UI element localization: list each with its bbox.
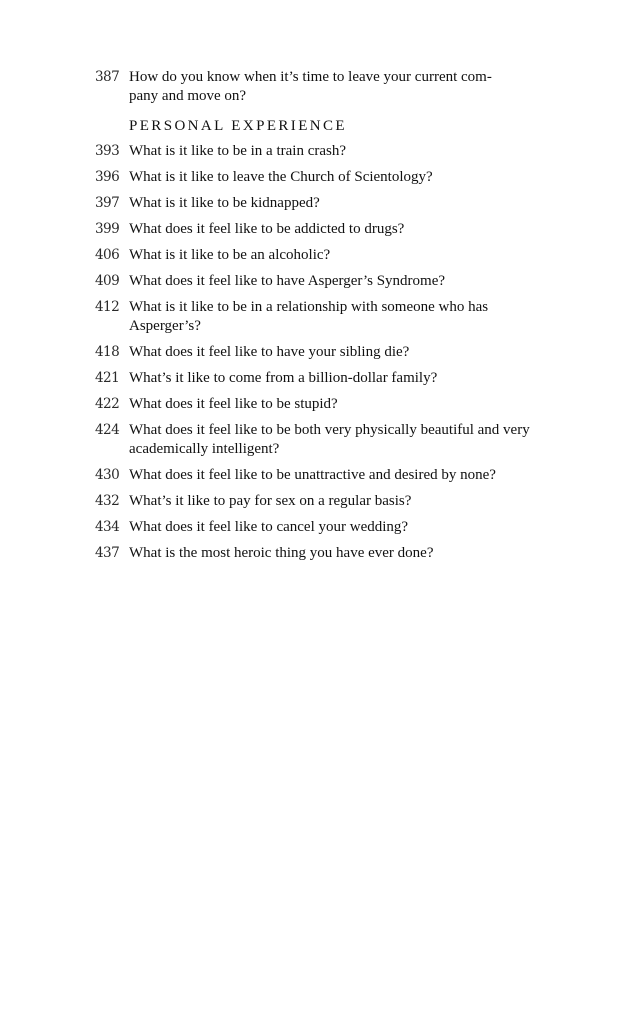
- page-number: 424: [95, 422, 120, 438]
- toc-entry: [95, 194, 545, 213]
- page-number: 421: [95, 370, 120, 386]
- toc-entry: [95, 272, 545, 291]
- page-number: 396: [95, 169, 120, 185]
- toc-entry: [95, 518, 545, 537]
- toc-entry: [95, 369, 545, 388]
- entry-title: What does it feel like to be unattractive and desired by none?: [129, 467, 496, 483]
- page-number: 393: [95, 143, 120, 159]
- page-number: 434: [95, 519, 120, 535]
- entry-title: What is it like to be in a relationship with someone who has Asperger’s?: [129, 299, 489, 334]
- entry-title: What is it like to leave the Church of Scientology?: [129, 169, 433, 185]
- entry-title: How do you know when it’s time to leave your current com- pany and move on?: [129, 69, 492, 104]
- toc-entry: [95, 246, 545, 265]
- page-number: 409: [95, 273, 120, 289]
- entry-title: What is the most heroic thing you have ever done?: [129, 545, 434, 561]
- entry-title: What is it like to be an alcoholic?: [129, 247, 331, 263]
- entry-title: What does it feel like to cancel your wedding?: [129, 519, 409, 535]
- page-number: 412: [95, 299, 120, 315]
- entry-title: What is it like to be kidnapped?: [129, 195, 320, 211]
- toc-entry: [95, 343, 545, 362]
- toc-entry: [95, 220, 545, 239]
- page-number: 418: [95, 344, 120, 360]
- table-of-contents: [95, 68, 545, 570]
- page-number: 430: [95, 467, 120, 483]
- entry-title: What does it feel like to have Asperger’s Syndrome?: [129, 273, 446, 289]
- entry-title: What does it feel like to be both very physically beautiful and very academically intelligent?: [129, 422, 530, 457]
- entry-title: What is it like to be in a train crash?: [129, 143, 347, 159]
- entry-title: What does it feel like to be addicted to drugs?: [129, 221, 405, 237]
- entry-title: What does it feel like to be stupid?: [129, 396, 338, 412]
- toc-entry: [95, 492, 545, 511]
- toc-entry: [95, 395, 545, 414]
- page-number: 422: [95, 396, 120, 412]
- page-number: 437: [95, 545, 120, 561]
- page-number: 387: [95, 69, 120, 85]
- toc-entry: [95, 466, 545, 485]
- toc-entry: [95, 168, 545, 187]
- entry-title: What’s it like to pay for sex on a regular basis?: [129, 493, 412, 509]
- toc-entry-list: [95, 142, 545, 563]
- section-heading: PERSONAL EXPERIENCE: [129, 118, 347, 134]
- entry-title: What does it feel like to have your sibling die?: [129, 344, 410, 360]
- page-number: 397: [95, 195, 120, 211]
- page-number: 399: [95, 221, 120, 237]
- entry-title: What’s it like to come from a billion-dollar family?: [129, 370, 438, 386]
- page-number: 406: [95, 247, 120, 263]
- toc-entry: [95, 68, 545, 106]
- toc-entry: [95, 544, 545, 563]
- page-number: 432: [95, 493, 120, 509]
- toc-entry: [95, 298, 545, 336]
- toc-entry: [95, 421, 545, 459]
- toc-entry: [95, 142, 545, 161]
